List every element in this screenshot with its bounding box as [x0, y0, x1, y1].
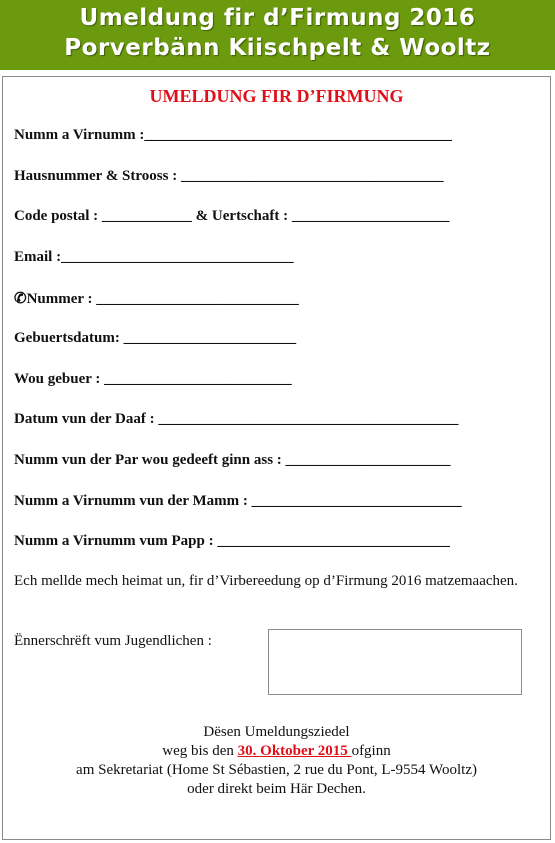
field-label: Email : [14, 249, 62, 265]
form-title: UMELDUNG FIR D’FIRMUNG [149, 86, 404, 106]
fill-line: ____________________________ [251, 493, 462, 509]
signature-label: Ënnerschrëft vum Jugendlichen : [14, 633, 212, 649]
deadline-date: 30. Oktober 2015 [237, 743, 352, 759]
field-label: Datum vun der Daaf : [14, 411, 159, 427]
header-banner [0, 0, 555, 70]
fill-line: _______________________________ [61, 249, 294, 265]
field-label: Numm a Virnumm vum Papp : [14, 533, 218, 549]
registration-form [2, 76, 551, 840]
header-title: Umeldung fir d’Firmung 2016 [79, 5, 476, 31]
fill-line: ___________________________ [96, 291, 299, 307]
field-label-locality: & Uertschaft : [191, 208, 292, 224]
field-label: Wou gebuer : [14, 371, 105, 387]
fill-line: _______________________ [123, 330, 297, 346]
field-label: Hausnummer & Strooss : [14, 168, 181, 184]
footer-line-4: oder direkt beim Här Dechen. [187, 781, 366, 797]
field-baptism-date[interactable] [14, 411, 458, 428]
field-email[interactable] [14, 249, 294, 266]
field-address[interactable] [14, 168, 443, 185]
field-label: ✆Nummer : [14, 291, 97, 307]
statement-text: Ech mellde mech heimat un, fir d’Virbereedung op d’Firmung 2016 matzemaachen. [14, 573, 518, 589]
field-label: Numm vun der Par wou gedeeft ginn ass : [14, 452, 286, 468]
signature-box[interactable] [268, 629, 522, 695]
field-birthdate[interactable] [14, 330, 296, 347]
footer-suffix: ofginn [351, 743, 391, 759]
footer-prefix: weg bis den [162, 743, 238, 759]
footer-line-2 [3, 742, 550, 761]
field-phone[interactable] [14, 289, 299, 308]
field-father-name[interactable] [14, 533, 450, 550]
fill-line: _____________________ [291, 208, 450, 224]
fill-line: ___________________________________ [180, 168, 444, 184]
fill-line: ______________________ [285, 452, 451, 468]
field-label: Gebuertsdatum: [14, 330, 124, 346]
fill-line: _________________________ [104, 371, 292, 387]
fill-line: _________________________________________ [144, 127, 452, 143]
fill-line: _______________________________ [217, 533, 450, 549]
footer-line-1: Dësen Umeldungsziedel [203, 724, 350, 740]
field-baptism-parish[interactable] [14, 452, 451, 469]
fill-line: ____________ [101, 208, 192, 224]
field-mother-name[interactable] [14, 493, 462, 510]
footer-line-3: am Sekretariat (Home St Sébastien, 2 rue du Pont, L-9554 Wooltz) [76, 762, 477, 778]
field-postal-locality[interactable] [14, 208, 449, 225]
footer-note [3, 723, 550, 799]
field-label: Code postal : [14, 208, 102, 224]
fill-line: ________________________________________ [158, 411, 459, 427]
field-birthplace[interactable] [14, 371, 292, 388]
header-subtitle: Porverbänn Kiischpelt & Wooltz [64, 35, 491, 61]
field-label: Numm a Virnumm : [14, 127, 145, 143]
field-name[interactable] [14, 127, 452, 144]
field-label: Numm a Virnumm vun der Mamm : [14, 493, 252, 509]
